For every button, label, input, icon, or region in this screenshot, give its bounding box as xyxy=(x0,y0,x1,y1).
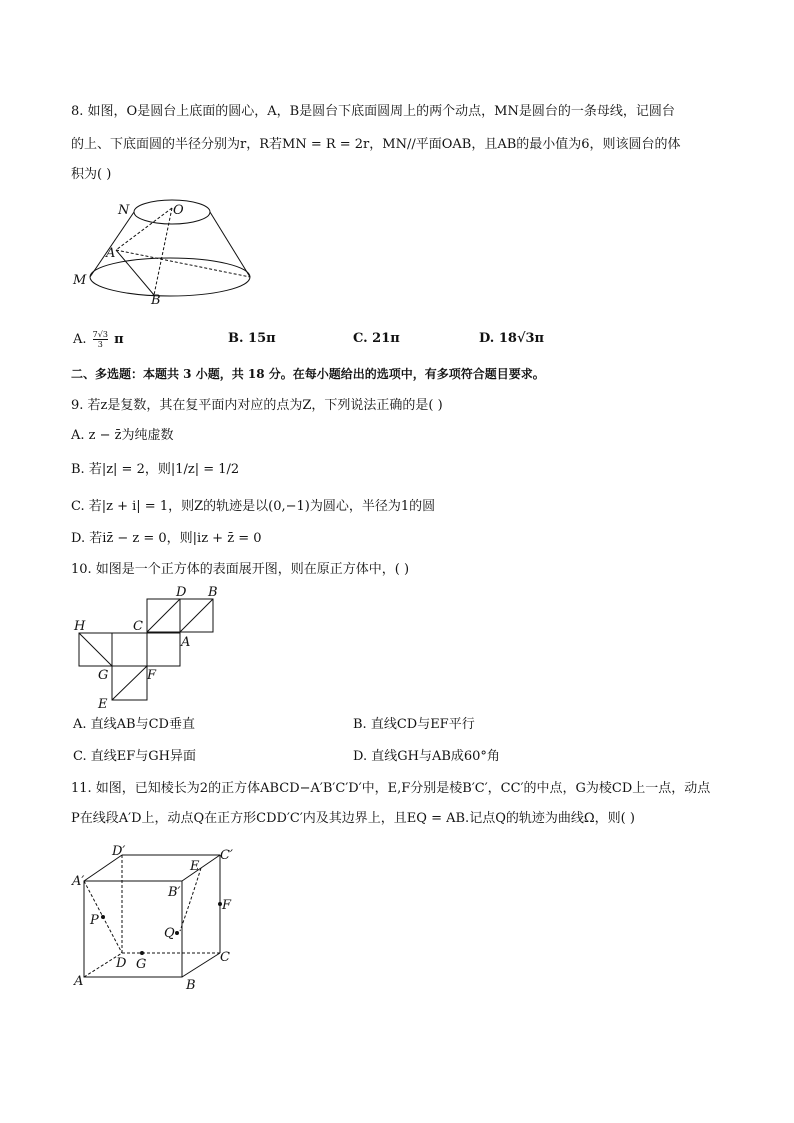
q11-cube-figure xyxy=(70,843,240,993)
q10-option-d: D. 直线GH与AB成60°角 xyxy=(353,749,500,764)
q8-stem-line2: 的上、下底面圆的半径分别为r，R若MN = R = 2r，MN//平面OAB，且AB的最小值为6，则该圆台的体 xyxy=(71,137,681,152)
net-square-mid-2 xyxy=(112,633,147,666)
net-square-mid-3 xyxy=(147,633,180,666)
q8-option-c: C. 21π xyxy=(353,331,400,346)
generatrix-mn xyxy=(90,212,134,277)
q9-option-d: D. 若iz̄ − z = 0，则|iz + z̄ = 0 xyxy=(71,531,262,546)
label-d1: D′ xyxy=(112,844,126,859)
q8-option-a-denominator: 3 xyxy=(97,340,103,349)
q9-option-c: C. 若|z + i| = 1，则Z的轨迹是以(0,−1)为圆心，半径为1的圆 xyxy=(71,499,436,514)
label-a1: A′ xyxy=(72,874,85,889)
label-c1: C′ xyxy=(220,848,233,863)
q8-option-a-fraction xyxy=(93,330,108,349)
point-g xyxy=(140,951,144,955)
section-2-heading: 二、多选题：本题共 3 小题，共 18 分。在每小题给出的选项中，有多项符合题目要求。 xyxy=(71,367,545,381)
segment-ob xyxy=(154,208,172,295)
q10-option-b: B. 直线CD与EF平行 xyxy=(353,717,475,732)
q9-stem: 9. 若z是复数，其在复平面内对应的点为Z，下列说法正确的是( ) xyxy=(71,398,443,413)
label-d: D xyxy=(176,585,187,600)
label-e: E xyxy=(98,697,108,710)
q9-option-a: A. z − z̄为纯虚数 xyxy=(71,428,174,443)
q8-option-a-numerator: 7√3 xyxy=(92,330,108,339)
label-c: C xyxy=(133,619,143,634)
frustum-right-side xyxy=(210,212,250,277)
edge-bc xyxy=(182,953,220,977)
label-n: N xyxy=(118,203,130,218)
q8-option-a-pi: π xyxy=(114,332,124,347)
q8-option-d: D. 18√3π xyxy=(479,331,545,346)
label-q: Q xyxy=(164,926,175,941)
q8-option-b: B. 15π xyxy=(228,331,276,346)
label-p: P xyxy=(90,913,99,928)
frustum-top-ellipse xyxy=(134,200,210,224)
diagonal-ab xyxy=(180,599,213,632)
label-b: B xyxy=(186,978,196,993)
q8-frustum-figure xyxy=(70,195,270,310)
label-m: M xyxy=(73,273,87,288)
q10-option-a: A. 直线AB与CD垂直 xyxy=(73,717,195,732)
point-q xyxy=(175,931,179,935)
q10-option-c: C. 直线EF与GH异面 xyxy=(73,749,196,764)
label-o: O xyxy=(173,203,184,218)
q8-option-a-letter: A. xyxy=(73,332,87,347)
label-b1: B′ xyxy=(168,885,181,900)
label-g: G xyxy=(136,957,147,972)
diagonal-gh xyxy=(79,633,112,666)
label-b: B xyxy=(208,585,218,600)
diagonal-cd xyxy=(147,599,180,632)
label-d: D xyxy=(116,956,127,971)
label-g: G xyxy=(98,668,109,683)
diagonal-ef xyxy=(112,666,147,700)
label-a: A xyxy=(74,974,84,989)
label-f: F xyxy=(222,898,232,913)
q9-option-b: B. 若|z| = 2，则|1/z| = 1/2 xyxy=(71,462,240,477)
q8-stem-line3: 积为( ) xyxy=(71,167,112,182)
label-a: A xyxy=(106,246,116,261)
label-b: B xyxy=(151,293,161,308)
label-c: C xyxy=(220,950,230,965)
q10-cube-net-figure xyxy=(70,582,230,710)
frustum-bottom-ellipse xyxy=(90,258,250,296)
label-f: F xyxy=(147,668,157,683)
curve-omega xyxy=(180,868,201,931)
label-e: E xyxy=(190,859,200,874)
label-a: A xyxy=(181,635,191,650)
q11-stem-line2: P在线段A′D上，动点Q在正方形CDD′C′内及其边界上，且EQ = AB.记点Q的轨迹为曲线Ω，则( ) xyxy=(71,811,635,826)
back-dashed-line xyxy=(116,250,250,277)
q10-stem: 10. 如图是一个正方体的表面展开图，则在原正方体中，( ) xyxy=(71,562,410,577)
label-h: H xyxy=(74,619,86,634)
q11-stem-line1: 11. 如图，已知棱长为2的正方体ABCD−A′B′C′D′中，E,F分别是棱B′C′，CC′的中点，G为棱CD上一点，动点 xyxy=(71,781,711,796)
q8-stem-line1: 8. 如图，O是圆台上底面的圆心，A，B是圆台下底面圆周上的两个动点，MN是圆台的一条母线，记圆台 xyxy=(71,104,675,119)
q8-option-a xyxy=(73,330,124,349)
point-p xyxy=(101,915,105,919)
